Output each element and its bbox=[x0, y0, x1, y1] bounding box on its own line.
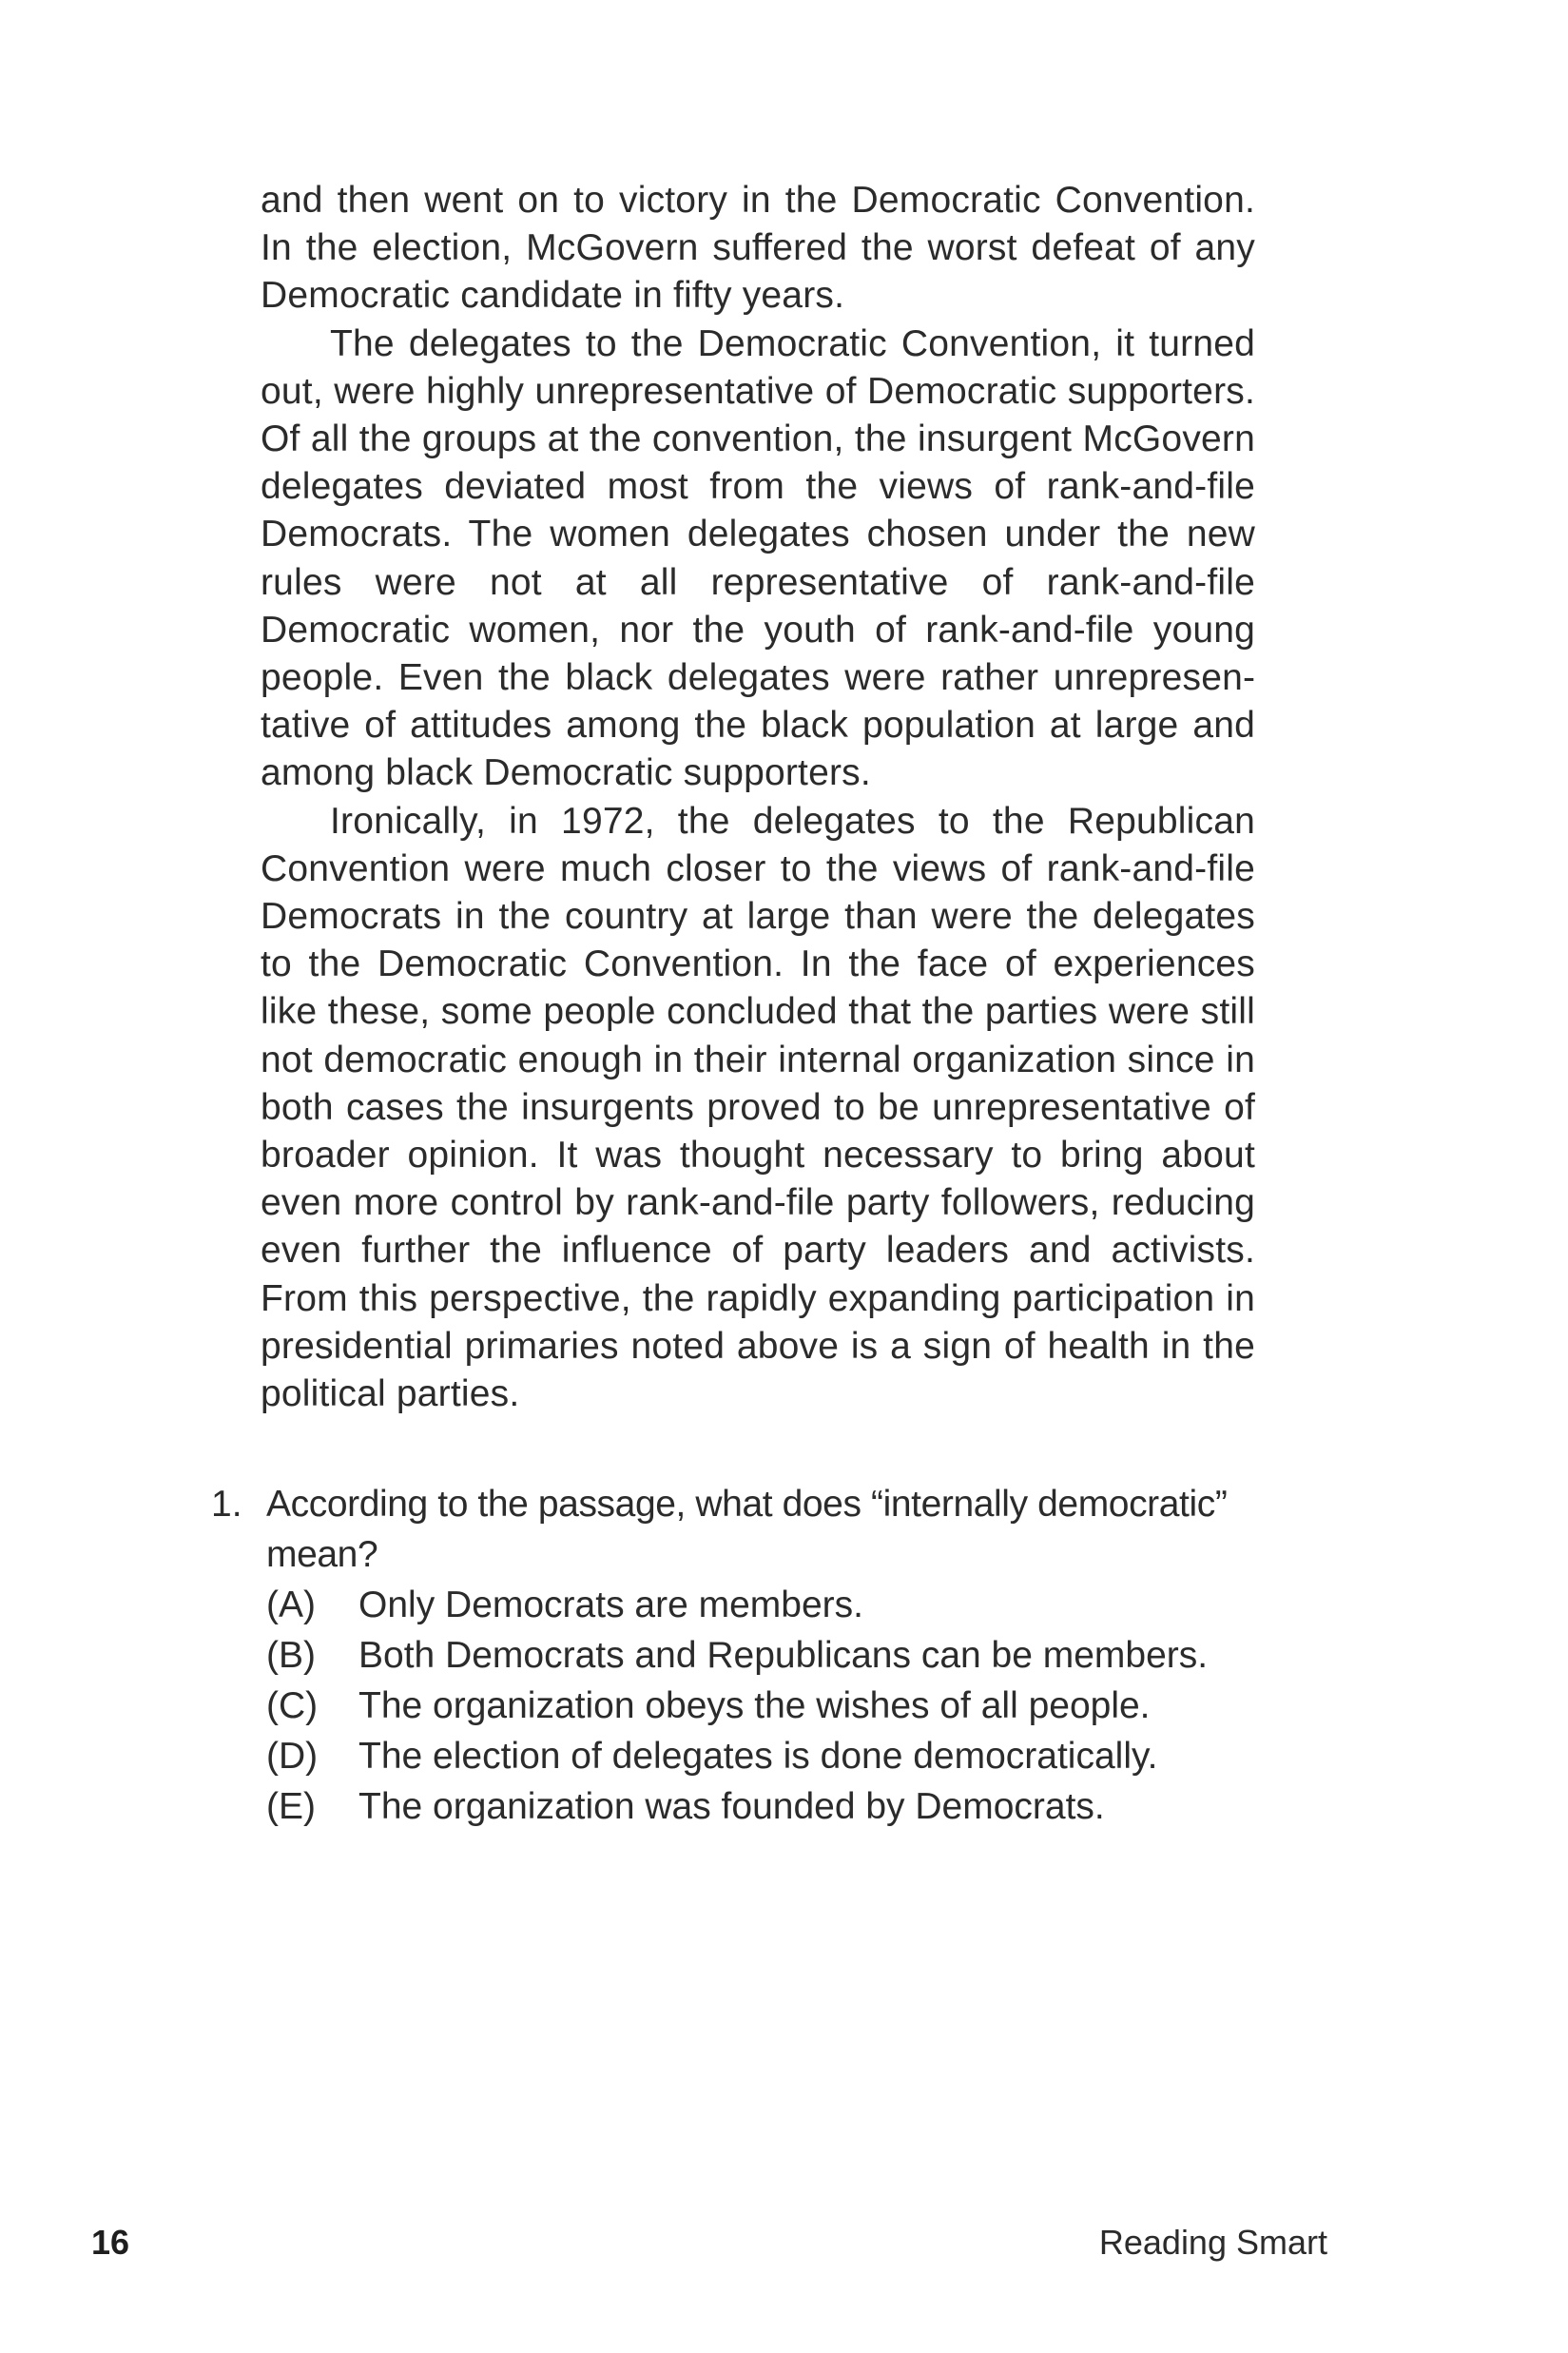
choice-letter: (E) bbox=[266, 1786, 316, 1827]
choice-letter: (C) bbox=[266, 1685, 319, 1726]
question-text: According to the passage, what does “internally democratic” mean? bbox=[266, 1484, 1228, 1575]
choice-text: The organization obeys the wishes of all people. bbox=[358, 1685, 1151, 1726]
choice-text: Both Democrats and Republicans can be members. bbox=[358, 1635, 1209, 1676]
choice-letter: (B) bbox=[266, 1635, 316, 1676]
answer-choice-e bbox=[266, 1781, 1333, 1832]
passage-paragraph-2: The delegates to the Democratic Convention, it turned out, were highly unrepresentative of Democratic supporters. Of all the groups at the convention, the insurgent McGovern delegates deviated most from the views of rank-and-file Democrats. The women delegates chosen under the new rules were not at all representative of rank-and-file Democratic women, nor the youth of rank-and-file young people. Even the black delegates were rather unrepresentative of attitudes among the black population at large and among black Democratic supporters. bbox=[261, 322, 1255, 794]
passage-paragraph-1: and then went on to victory in the Democratic Convention. In the election, McGovern suffered the worst defeat of any Democratic candidate in fifty years. bbox=[261, 180, 1255, 317]
answer-choice-a bbox=[266, 1580, 1333, 1630]
page-number: 16 bbox=[91, 2223, 130, 2262]
reading-passage bbox=[261, 177, 1255, 1418]
answer-choice-b bbox=[266, 1630, 1333, 1681]
question-number: 1. bbox=[211, 1484, 242, 1525]
choice-letter: (D) bbox=[266, 1736, 319, 1777]
choice-letter: (A) bbox=[266, 1585, 316, 1625]
choice-text: Only Democrats are members. bbox=[358, 1585, 863, 1625]
answer-choices bbox=[266, 1580, 1333, 1832]
question-1 bbox=[211, 1479, 1333, 1832]
answer-choice-c bbox=[266, 1681, 1333, 1731]
choice-text: The election of delegates is done democratically. bbox=[358, 1736, 1158, 1777]
passage-paragraph-3: Ironically, in 1972, the delegates to the Republican Convention were much closer to the views of rank-and-file Democrats in the country at large than were the delegates to the Democratic Convention. In the face of experiences like these, some people concluded that the parties were still not democratic enough in their internal organization since in both cases the insurgents proved to be unrepresentative of broader opinion. It was thought necessary to bring about even more control by rank-and-file party followers, reducing even further the influence of party leaders and activists. From this perspective, the rapidly expanding participation in presidential primaries noted above is a sign of health in the political parties. bbox=[261, 800, 1255, 1415]
answer-choice-d bbox=[266, 1731, 1333, 1781]
running-footer-title: Reading Smart bbox=[1098, 2223, 1327, 2262]
choice-text: The organization was founded by Democrats. bbox=[358, 1786, 1105, 1827]
question-stem bbox=[211, 1479, 1333, 1580]
